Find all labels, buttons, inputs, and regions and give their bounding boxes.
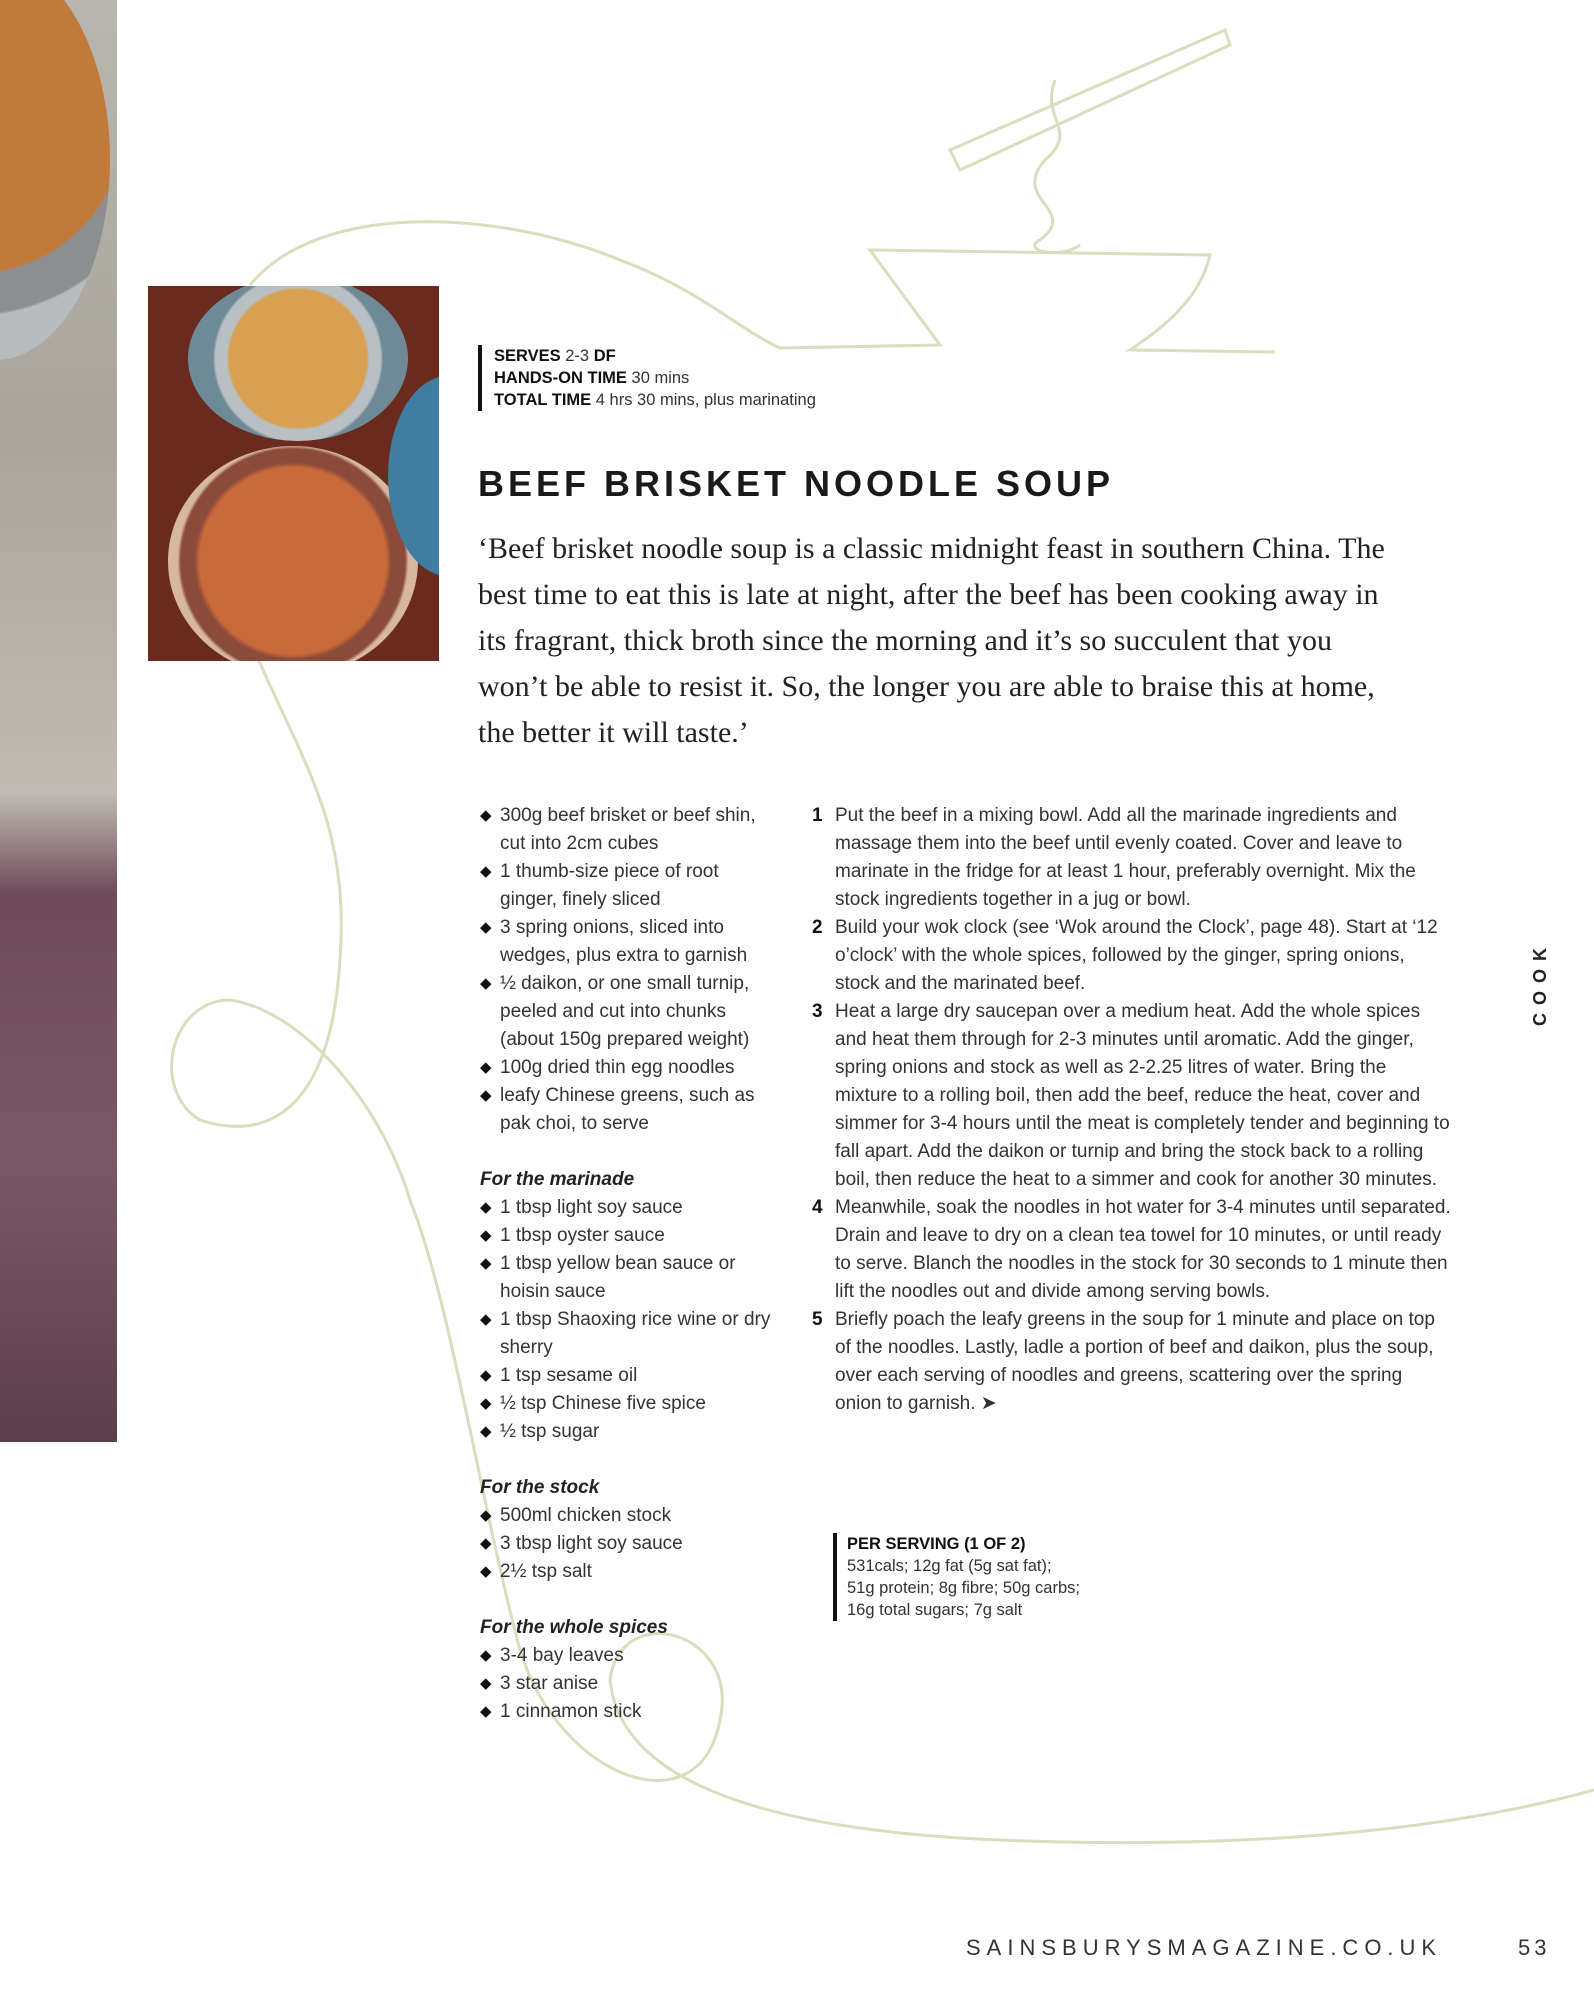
soup-photo <box>148 286 439 661</box>
method-step <box>812 1194 1452 1306</box>
ingredient-item: ◆ 500ml chicken stock <box>480 1502 780 1530</box>
ingredient-item: ◆ 2½ tsp salt <box>480 1558 780 1586</box>
ingredient-item: ◆ 100g dried thin egg noodles <box>480 1054 780 1082</box>
ingredient-item: ◆ 3 star anise <box>480 1670 780 1698</box>
method-step <box>812 802 1452 914</box>
ingredient-item: ◆ 1 thumb-size piece of root ginger, finely sliced <box>480 858 780 914</box>
ingredient-item: ◆ 1 tbsp oyster sauce <box>480 1222 780 1250</box>
step-text: Build your wok clock (see ‘Wok around the Clock’, page 48). Start at ‘12 o’clock’ with the whole spices, followed by the ginger, spring onions, stock and the marinated beef. <box>835 917 1438 994</box>
step-text: Put the beef in a mixing bowl. Add all the marinade ingredients and massage them into the beef until evenly coated. Cover and leave to marinate in the fridge for at least 1 hour, preferably overnight. Mix the stock ingredients together in a jug or bowl. <box>835 805 1416 910</box>
method-step <box>812 1306 1452 1418</box>
ingredient-item: ◆ 300g beef brisket or beef shin, cut into 2cm cubes <box>480 802 780 858</box>
total-time-value: 4 hrs 30 mins, plus marinating <box>595 391 816 409</box>
hands-on-label: HANDS-ON TIME <box>494 369 627 387</box>
step-number: 3 <box>812 1001 823 1022</box>
marinade-heading: For the marinade <box>480 1169 635 1190</box>
serves-value: 2-3 <box>565 347 590 365</box>
step-number: 2 <box>812 917 823 938</box>
ingredient-item: ◆ 1 tbsp Shaoxing rice wine or dry sherry <box>480 1306 780 1362</box>
total-time-label: TOTAL TIME <box>494 391 592 409</box>
step-number: 4 <box>812 1197 823 1218</box>
ingredients-list <box>480 802 780 1726</box>
ingredient-item: ◆ leafy Chinese greens, such as pak choi, to serve <box>480 1082 780 1138</box>
dairy-free-badge: DF <box>593 347 616 365</box>
nutrition-line: 51g protein; 8g fibre; 50g carbs; <box>847 1579 1080 1597</box>
serves-label: SERVES <box>494 347 561 365</box>
footer-website: SAINSBURYSMAGAZINE.CO.UK <box>966 1935 1443 1960</box>
ingredient-item: ◆ ½ tsp Chinese five spice <box>480 1390 780 1418</box>
step-text: Briefly poach the leafy greens in the soup for 1 minute and place on top of the noodles. Lastly, ladle a portion of beef and daikon, plus the soup, over each serving of noodles and greens, scattering over the spring onion to garnish. ➤ <box>835 1309 1435 1414</box>
ingredient-item: ◆ ½ daikon, or one small turnip, peeled and cut into chunks (about 150g prepared weight) <box>480 970 780 1054</box>
ingredient-item: ◆ 1 tsp sesame oil <box>480 1362 780 1390</box>
method-step <box>812 914 1452 998</box>
stock-heading: For the stock <box>480 1477 600 1498</box>
recipe-meta <box>478 345 816 411</box>
section-label: COOK <box>1530 940 1550 1026</box>
ingredient-item: ◆ 1 tbsp light soy sauce <box>480 1194 780 1222</box>
ingredient-item: ◆ 3 tbsp light soy sauce <box>480 1530 780 1558</box>
spices-heading: For the whole spices <box>480 1617 668 1638</box>
nutrition-line: 531cals; 12g fat (5g sat fat); <box>847 1557 1052 1575</box>
nutrition-heading: PER SERVING (1 OF 2) <box>847 1535 1026 1553</box>
hands-on-value: 30 mins <box>631 369 690 387</box>
recipe-title: BEEF BRISKET NOODLE SOUP <box>478 463 1115 504</box>
ingredient-item: ◆ 3-4 bay leaves <box>480 1642 780 1670</box>
ingredient-item: ◆ ½ tsp sugar <box>480 1418 780 1446</box>
recipe-intro: ‘Beef brisket noodle soup is a classic midnight feast in southern China. The best time to eat this is late at night, after the beef has been cooking away in its fragrant, thick broth since the morning and it’s so succulent that you won’t be able to resist it. So, the longer you are able to braise this at home, the better it will taste.’ <box>478 532 1385 749</box>
step-text: Heat a large dry saucepan over a medium heat. Add the whole spices and heat them through for 2-3 minutes until aromatic. Add the ginger, spring onions and stock as well as 2-2.25 litres of water. Bring the mixture to a rolling boil, then add the beef, reduce the heat, cover and simmer for 3-4 hours until the meat is completely tender and beginning to fall apart. Add the daikon or turnip and bring the stock back to a rolling boil, then reduce the heat to a simmer and cook for another 30 minutes. <box>835 1001 1450 1190</box>
ingredient-item: ◆ 1 cinnamon stick <box>480 1698 780 1726</box>
nutrition-info <box>833 1533 1080 1621</box>
step-number: 5 <box>812 1309 823 1330</box>
ingredient-item: ◆ 1 tbsp yellow bean sauce or hoisin sauce <box>480 1250 780 1306</box>
method-step <box>812 998 1452 1194</box>
step-number: 1 <box>812 805 823 826</box>
ingredient-item: ◆ 3 spring onions, sliced into wedges, plus extra to garnish <box>480 914 780 970</box>
nutrition-line: 16g total sugars; 7g salt <box>847 1601 1023 1619</box>
step-text: Meanwhile, soak the noodles in hot water for 3-4 minutes until separated. Drain and leave to dry on a clean tea towel for 10 minutes, or until ready to serve. Blanch the noodles in the stock for 30 seconds to 1 minute then lift the noodles out and divide among serving bowls. <box>835 1197 1451 1302</box>
page-number: 53 <box>1518 1935 1551 1960</box>
method-steps <box>812 802 1452 1418</box>
